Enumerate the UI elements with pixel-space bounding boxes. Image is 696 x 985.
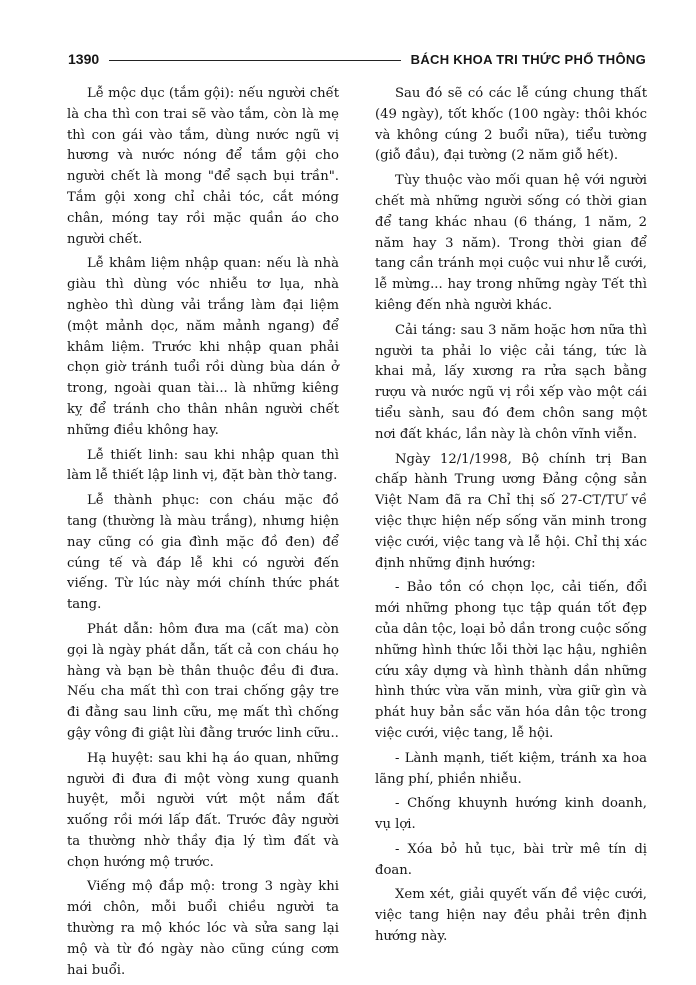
page-number: 1390: [68, 51, 100, 67]
paragraph-chi-thi: Ngày 12/1/1998, Bộ chính trị Ban chấp hành Trung ương Đảng cộng sản Việt Nam đã ra Chỉ thị số 27-CT/TƯ về việc thực hiện nếp sống văn minh trong việc cưới, việc tang và lễ hội. Chỉ thị xác định những định hướng:: [375, 451, 647, 571]
running-title: BÁCH KHOA TRI THỨC PHỔ THÔNG: [410, 51, 646, 67]
bullet-lanh-manh: - Lành mạnh, tiết kiệm, tránh xa hoa lãng phí, phiền nhiễu.: [375, 750, 647, 787]
header-rule: [109, 60, 400, 61]
text-columns: [67, 84, 647, 985]
paragraph-vieng-mo: Viếng mộ đắp mộ: trong 3 ngày khi mới chôn, mỗi buổi chiều người ta thường ra mộ khóc lóc và sửa sang lại mộ và từ đó ngày nào cũng cúng cơm hai buổi.: [67, 879, 339, 978]
bullet-chong-kinh-doanh: - Chống khuynh hướng kinh doanh, vụ lợi.: [375, 796, 647, 833]
paragraph-ha-huyet: Hạ huyệt: sau khi hạ áo quan, những người đi đưa đi một vòng xung quanh huyệt, mỗi người vứt một nắm đất xuống rồi mới lấp đất. Trước đây người ta thường nhờ thầy địa lý tìm đất và chọn hướng mộ trước.: [67, 750, 339, 870]
paragraph-cai-tang: Cải táng: sau 3 năm hoặc hơn nữa thì người ta phải lo việc cải táng, tức là khai mả, lấy xương ra rửa sạch bằng rượu và nước ngũ vị rồi xếp vào một cái tiểu sành, sau đó đem chôn sang một nơi đất khác, lần này là chôn vĩnh viễn.: [375, 322, 647, 442]
paragraph-thoi-gian-de-tang: Tùy thuộc vào mối quan hệ với người chết mà những người sống có thời gian để tang khác nhau (6 tháng, 1 năm, 2 năm hay 3 năm). Trong thời gian để tang cần tránh mọi cuộc vui như lễ cưới, lễ mừng... hay trong những ngày Tết thì kiêng đến nhà người khác.: [375, 173, 647, 313]
bullet-xoa-bo-hu-tuc: - Xóa bỏ hủ tục, bài trừ mê tín dị đoan.: [375, 841, 647, 878]
paragraph-xem-xet: Xem xét, giải quyết vấn đề việc cưới, việc tang hiện nay đều phải trên định hướng này.: [375, 887, 647, 945]
paragraph-thanh-phuc: Lễ thành phục: con cháu mặc đồ tang (thường là màu trắng), nhưng hiện nay cũng có gia đình mặc đồ đen) để cúng tế và đáp lễ khi có người đến viếng. Từ lúc này mới chính thức phát tang.: [67, 493, 339, 613]
paragraph-moc-duc: Lễ mộc dục (tắm gội): nếu người chết là cha thì con trai sẽ vào tắm, còn là mẹ thì con gái vào tắm, dùng nước ngũ vị hương và nước nóng để tắm gội cho người chết là mong "để sạch bụi trần". Tắm gội xong chỉ chải tóc, cắt móng chân, móng tay rồi mặc quần áo cho người chết.: [67, 86, 339, 247]
bullet-bao-ton: - Bảo tồn có chọn lọc, cải tiến, đổi mới những phong tục tập quán tốt đẹp của dân tộc, loại bỏ dần trong cuộc sống những hình thức lỗi thời lạc hậu, nghiên cứu xây dựng và hình thành dần những hình thức vừa văn minh, vừa giữ gìn và phát huy bản sắc văn hóa dân tộc trong việc cưới, việc tang, lễ hội.: [375, 580, 647, 741]
paragraph-phat-dan: Phát dẫn: hôm đưa ma (cất ma) còn gọi là ngày phát dẫn, tất cả con cháu họ hàng và bạn bè thân thuộc đều đi đưa. Nếu cha mất thì con trai chống gậy tre đi đằng sau linh cữu, mẹ mất thì chống gậy vông đi giật lùi đằng trước linh cữu..: [67, 621, 339, 741]
right-column: [375, 84, 647, 985]
page-header: [68, 46, 646, 72]
paragraph-kham-liem: Lễ khâm liệm nhập quan: nếu là nhà giàu thì dùng vóc nhiễu tơ lụa, nhà nghèo thì dùng vải trắng làm đại liệm (một mảnh dọc, năm mảnh ngang) để khâm liệm. Trước khi nhập quan phải chọn giờ tránh tuổi rồi dùng bùa dán ở trong, ngoài quan tài... là những kiêng kỵ để tránh cho thân nhân người chết những điều không hay.: [67, 256, 339, 438]
paragraph-thiet-linh: Lễ thiết linh: sau khi nhập quan thì làm lễ thiết lập linh vị, đặt bàn thờ tang.: [67, 447, 339, 484]
left-column: [67, 84, 339, 985]
paragraph-le-cung: Sau đó sẽ có các lễ cúng chung thất (49 ngày), tốt khốc (100 ngày: thôi khóc và không cúng 2 buổi nữa), tiểu tường (giỗ đầu), đại tường (2 năm giỗ hết).: [375, 86, 647, 164]
